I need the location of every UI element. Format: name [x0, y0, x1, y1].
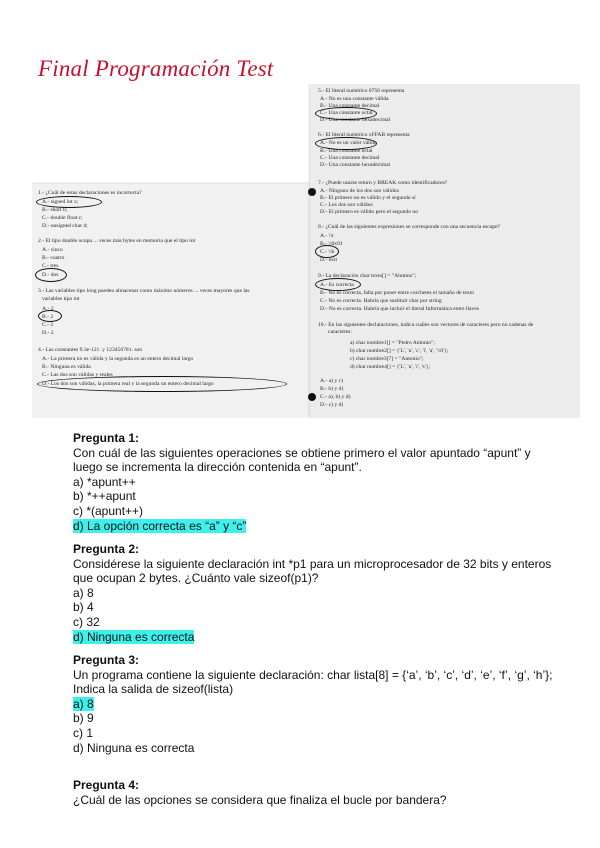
scanned-exam-image — [32, 84, 580, 418]
scan-line: D.- El primero es válido pero el segundo no — [320, 209, 419, 215]
scan-line: 10.- En las siguientes declaraciones, indica cuáles son vectores de caracteres pero no cadenas de — [318, 322, 534, 328]
scan-page-left — [32, 184, 310, 418]
scan-line: B.- Ninguna es válida — [42, 364, 91, 370]
answer-circle — [37, 376, 287, 392]
scan-line: A.- \\t — [320, 233, 334, 239]
scan-line: B.- cuatro — [42, 255, 65, 261]
scan-line: A.- 2 — [42, 306, 54, 312]
question-text: que ocupan 2 bytes. ¿Cuánto vale sizeof(p1)? — [73, 571, 319, 586]
scan-line: 9.- La declaración char texto[] = "Alumno"; — [318, 273, 417, 279]
question-2 — [73, 542, 573, 644]
question-3 — [73, 653, 573, 755]
scan-line: A.- No es un valor válido — [320, 140, 377, 146]
option-b: b) *++apunt — [73, 489, 136, 504]
option-b: b) 9 — [73, 711, 94, 726]
scan-line: A.- signed int x; — [42, 199, 79, 205]
scan-line: C.- a), b) y d) — [320, 394, 351, 400]
scan-line: 2.- El tipo double ocupa ... veces más bytes en memoria que el tipo int — [38, 238, 196, 244]
scan-line: 6.- El literal numérico xFFAB representa — [318, 132, 410, 138]
scan-line: B.- Una constante decimal — [320, 103, 380, 109]
scan-line: 4.- Las constantes 9.3e-121. y 123456781. son — [38, 347, 143, 353]
question-heading: Pregunta 4: — [73, 778, 140, 792]
question-text: Indica la salida de sizeof(lista) — [73, 682, 234, 697]
question-text: ¿Cuál de las opciones se considera que finaliza el bucle por bandera? — [73, 792, 447, 807]
scan-line: C.- Las dos son válidas y reales — [42, 372, 113, 378]
scan-line: a) char nombre1[] = "Pedro Antonio"; — [350, 340, 435, 346]
question-text: Con cuál de las siguientes operaciones se obtiene primero el valor apuntado “apunt” y — [73, 445, 531, 460]
scan-line: B.- b) y d) — [320, 386, 344, 392]
scan-line: 1.- ¿Cuál de estas declaraciones es incorrecta? — [38, 190, 142, 196]
question-heading: Pregunta 3: — [73, 653, 140, 667]
highlight-mark: d) Ninguna es correcta — [73, 629, 195, 644]
scan-line: C.- Una constante decimal — [320, 155, 380, 161]
highlight-mark: d) La opción correcta es “a” y “c” — [73, 518, 247, 533]
scan-line: 5.- El literal numérico 0756 representa — [318, 88, 405, 94]
scan-line: c) char nombre3[7] = "Antonio"; — [350, 356, 424, 362]
scan-line: 7.- ¿Puede usarse return y BREAK como identificadores? — [318, 180, 448, 186]
scan-line: D.- exit — [320, 257, 338, 263]
scan-line: variables tipo int — [42, 296, 80, 302]
scan-line: caracteres: — [328, 329, 352, 335]
answer-circle — [36, 196, 102, 208]
answer-circle — [35, 268, 67, 282]
scan-line: B.- short b; — [42, 207, 68, 213]
option-c: c) *(apunt++) — [73, 503, 144, 518]
scan-line: C.- \\b — [320, 249, 335, 255]
answer-circle — [315, 137, 377, 150]
scan-line: D.- c) y d) — [320, 402, 344, 408]
scan-line: C.- tres — [42, 263, 59, 269]
scan-line: A.- La primera no es válida y la segunda es un entero decimal largo — [42, 356, 194, 362]
question-heading: Pregunta 2: — [73, 542, 140, 556]
scan-line: A.- No es una constante válida — [320, 96, 389, 102]
scan-line: A.- Ninguno de los dos son válidos — [320, 188, 399, 194]
option-a-correct — [73, 697, 573, 712]
question-1 — [73, 431, 573, 533]
scan-line: A.- cinco — [42, 247, 63, 253]
option-b: b) 4 — [73, 600, 94, 615]
scan-line: D.- 2 — [42, 330, 54, 336]
option-c: c) 1 — [73, 725, 94, 740]
scan-line: B.- \\0x91 — [320, 241, 343, 247]
highlight-mark: a) 8 — [73, 696, 94, 711]
scan-line: C.- Una constante octal — [320, 110, 373, 116]
scan-line: D.- Una constante hexadecimal — [320, 117, 391, 123]
option-a: a) *apunt++ — [73, 474, 136, 489]
scan-line: D.- Una constante hexadecimal — [320, 162, 391, 168]
answer-circle — [38, 310, 62, 322]
scan-line: D.- No es correcta. Habría que incluir el literal Informática entre llaves — [320, 306, 479, 312]
answer-circle — [315, 245, 339, 258]
scan-line: C.- double float c; — [42, 215, 83, 221]
scan-line: C.- 2 — [42, 322, 54, 328]
scan-page-right — [310, 84, 580, 418]
option-d-correct — [73, 630, 573, 645]
scan-line: A.- Es correcta — [320, 282, 354, 288]
scan-line: B.- 2 — [42, 314, 54, 320]
question-text: Un programa contiene la siguiente declaración: char lista[8] = {‘a’, ‘b’, ‘c’, ‘d’, ‘e’, ‘f’, ‘g’, ‘h’}; — [73, 667, 553, 682]
option-d: d) Ninguna es correcta — [73, 740, 195, 755]
question-text: luego se incrementa la dirección contenida en “apunt”. — [73, 460, 362, 475]
scan-line: d) char nombre4[] = {'L', 'u', 'i', 's'}; — [350, 364, 430, 370]
answer-circle — [315, 278, 361, 291]
scan-line: B.- No es correcta, falta por poner entre corchetes el tamaño de texto — [320, 290, 475, 296]
option-d-correct — [73, 519, 573, 534]
scan-line: b) char nombre2[] = {'L', 'u', 'c', 'i', 'a', '\\0'}; — [350, 348, 449, 354]
answer-dot — [308, 188, 316, 196]
scan-line: C.- No es correcta. Habría que sustituir char por string — [320, 298, 442, 304]
question-4 — [73, 778, 573, 807]
answer-circle — [315, 107, 377, 120]
scan-line: 3.- Las variables tipo long pueden almacenar como máximo números ... veces mayores que las — [38, 288, 250, 294]
scan-line: B.- El primero no es válido y el segundo sí — [320, 195, 416, 201]
option-a: a) 8 — [73, 585, 94, 600]
scan-line: C.- Los dos son válidos — [320, 202, 373, 208]
scan-line: A.- a) y c) — [320, 378, 343, 384]
scan-line: D.- unsigned char d; — [42, 223, 88, 229]
option-c: c) 32 — [73, 614, 100, 629]
document-title: Final Programación Test — [38, 56, 274, 81]
answer-dot — [308, 393, 316, 401]
question-heading: Pregunta 1: — [73, 431, 140, 445]
scan-line: D.- dos — [42, 272, 59, 278]
scan-line: D.- Los dos son válidas, la primera real y la segunda un entero decimal largo — [42, 381, 214, 387]
scan-line: B.- Una constante octal — [320, 148, 373, 154]
question-text: Considérese la siguiente declaración int *p1 para un microprocesador de 32 bits y enteros — [73, 556, 552, 571]
scan-line: 8.- ¿Cuál de las siguientes expresiones se corresponde con una secuencia escape? — [318, 224, 501, 230]
